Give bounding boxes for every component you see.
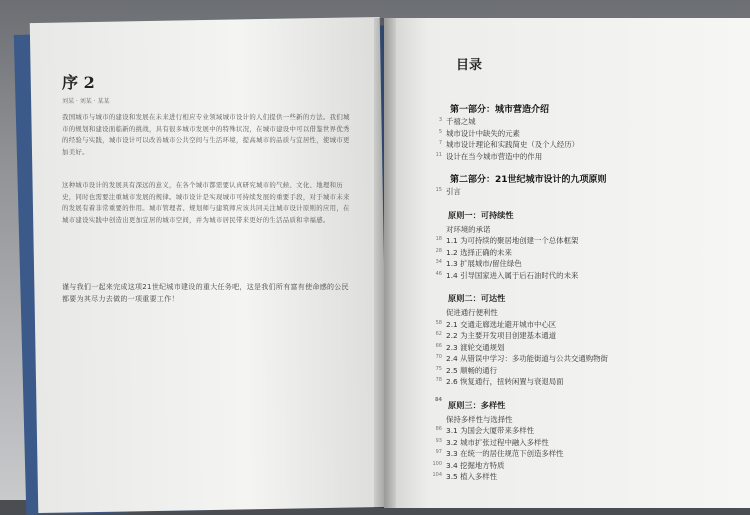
toc-entry — [435, 353, 746, 365]
preface-closing-paragraph: 谨与我们一起来完成这项21世纪城市建设的重大任务吧，这是我们所有富有使命感的公民都要为其尽力去做的一项重要工作！ — [62, 283, 349, 303]
toc-title: 目录 — [456, 58, 483, 73]
toc-page-number: 7 — [438, 140, 442, 146]
toc-entry-text: 2.5 顺畅的通行 — [446, 365, 498, 375]
toc-spacer — [446, 281, 746, 289]
toc-page-number: 58 — [435, 319, 442, 326]
toc-spacer — [446, 162, 746, 170]
toc-entry-text: 3.1 为国会大厦带来多样性 — [446, 426, 535, 435]
toc-entry-text: 1.2 选择正确的未来 — [446, 247, 512, 257]
toc-entry-text: 对环境的承诺 — [446, 224, 491, 234]
toc-page-number: 78 — [435, 377, 442, 383]
book-gutter — [374, 18, 396, 508]
toc-entry — [435, 342, 746, 354]
toc-part-heading — [446, 170, 746, 186]
toc-principle-heading — [446, 206, 746, 224]
toc-entry-text: 促进通行便利性 — [446, 308, 498, 317]
toc-principle-heading — [446, 289, 746, 307]
toc-entry-text: 保持多样性与选择性 — [446, 414, 513, 424]
toc-page-number: 28 — [435, 247, 442, 254]
toc-entry-text: 原则二：可达性 — [448, 293, 506, 303]
toc-entry — [435, 247, 746, 259]
toc-entry-text: 3.3 在统一的居住规范下创造多样性 — [446, 449, 564, 458]
toc-entry — [435, 376, 746, 388]
toc-page-number: 75 — [435, 365, 442, 372]
toc-entry — [438, 139, 746, 151]
toc-page-number: 62 — [435, 331, 442, 337]
toc-page-number: 11 — [435, 151, 442, 158]
toc-entry — [446, 414, 746, 426]
toc-entry-text: 城市设计理论和实践简史（及个人经历） — [446, 140, 580, 149]
toc-entry-text: 3.4 挖掘地方特质 — [446, 460, 505, 470]
toc-entry-text: 1.1 为可持续的聚居地创建一个总体框架 — [446, 236, 579, 245]
toc-page-number: 46 — [435, 270, 442, 277]
preface-author: 刘某 · 刘某 · 某某 — [62, 98, 110, 105]
toc-entry-text: 3.2 城市扩张过程中融入多样性 — [446, 437, 549, 447]
toc-entry — [435, 235, 746, 247]
preface-paragraph: 这种城市设计的发展具有深远的意义，在各个城市都需要认真研究城市的气候、文化、地理和历史，同时也需要注重城市发展的规律。城市设计是实现城市可持续发展的重要手段，对于城市未来的发展有着非常重要的作用。城市管理者、规划师与建筑师应该共同关注城市设计原则的应用，在城市建设实践中创造出更加宜居的城市空间，并为城市居民带来更好的生活品质和幸福感。 — [62, 181, 350, 224]
toc-entry — [435, 258, 746, 270]
toc-page-number: 93 — [435, 437, 442, 444]
toc-entry — [435, 270, 746, 282]
toc-principle-heading — [435, 396, 746, 414]
toc-page-number: 100 — [432, 460, 442, 467]
toc-entry-text: 设计在当今城市营造中的作用 — [446, 151, 543, 161]
toc-page-number: 84 — [435, 396, 442, 403]
toc-entry-text: 2.4 从错误中学习：多功能街道与公共交通购物街 — [446, 354, 608, 363]
toc-entry — [438, 128, 746, 140]
toc-entry — [438, 116, 746, 128]
toc-entry-text: 城市设计中缺失的元素 — [446, 128, 520, 138]
toc-entry-text: 第一部分：城市营造介绍 — [450, 105, 550, 115]
toc-entry — [435, 365, 746, 377]
toc-page-number: 66 — [435, 342, 442, 349]
toc-page-number: 86 — [435, 426, 442, 432]
toc-page-number: 15 — [435, 187, 442, 193]
toc-entry-text: 2.6 恢复通行，扭转闲置与衰退局面 — [446, 377, 564, 386]
toc-entry-text: 引言 — [446, 187, 461, 196]
toc-entry-text: 第二部分：21世纪城市设计的九项原则 — [450, 175, 607, 185]
toc-page-number: 18 — [435, 236, 442, 242]
toc-entry — [435, 151, 746, 163]
toc-entry — [432, 471, 746, 483]
toc-entry-text: 2.1 交通走廊选址避开城市中心区 — [446, 319, 557, 329]
toc-page-number: 70 — [435, 354, 442, 360]
toc-part-heading — [446, 100, 746, 116]
toc-page-number: 104 — [432, 472, 442, 478]
toc-entry — [435, 330, 746, 342]
toc-entry — [435, 319, 746, 331]
toc-entry-text: 1.4 引导国家进入属于后石油时代的未来 — [446, 270, 579, 280]
toc-entry-text: 2.2 为主要开发项目创建基本通道 — [446, 331, 557, 340]
preface-paragraph: 我国城市与城市的建设和发展在未来进行相应专业领域城市设计的人们提供一些新的方法。我们城市的规划和建设面临新的挑战，具有很多城市发展中的特殊状况，在城市建设中可以借鉴世界优秀的经验与实践，城市设计可以改善城市公共空间与生活环境，提高城市的品质与宜居性，使城市更加美好。 — [62, 113, 350, 156]
toc-entry — [435, 186, 746, 198]
toc-entry — [435, 425, 746, 437]
table-of-contents — [432, 100, 746, 483]
toc-entry-text: 原则三：多样性 — [448, 399, 506, 410]
toc-entry — [432, 460, 746, 472]
toc-entry-text: 3.5 植入多样性 — [446, 472, 498, 481]
toc-page-number: 97 — [435, 449, 442, 455]
toc-entry-text: 2.3 渡轮交通规划 — [446, 342, 505, 352]
toc-entry — [446, 307, 746, 319]
toc-entry-text: 原则一：可持续性 — [448, 209, 514, 220]
preface-title: 序 2 — [62, 73, 95, 92]
toc-entry — [446, 224, 746, 236]
toc-entry-text: 千禧之城 — [446, 117, 476, 126]
toc-entry — [435, 437, 746, 449]
toc-spacer — [446, 198, 746, 206]
toc-page-number: 5 — [438, 128, 442, 135]
toc-entry — [435, 448, 746, 460]
toc-entry-text: 1.3 扩展城市/留住绿色 — [446, 259, 522, 268]
toc-spacer — [446, 388, 746, 396]
toc-page-number: 34 — [435, 259, 442, 265]
toc-page-number: 3 — [438, 117, 442, 123]
